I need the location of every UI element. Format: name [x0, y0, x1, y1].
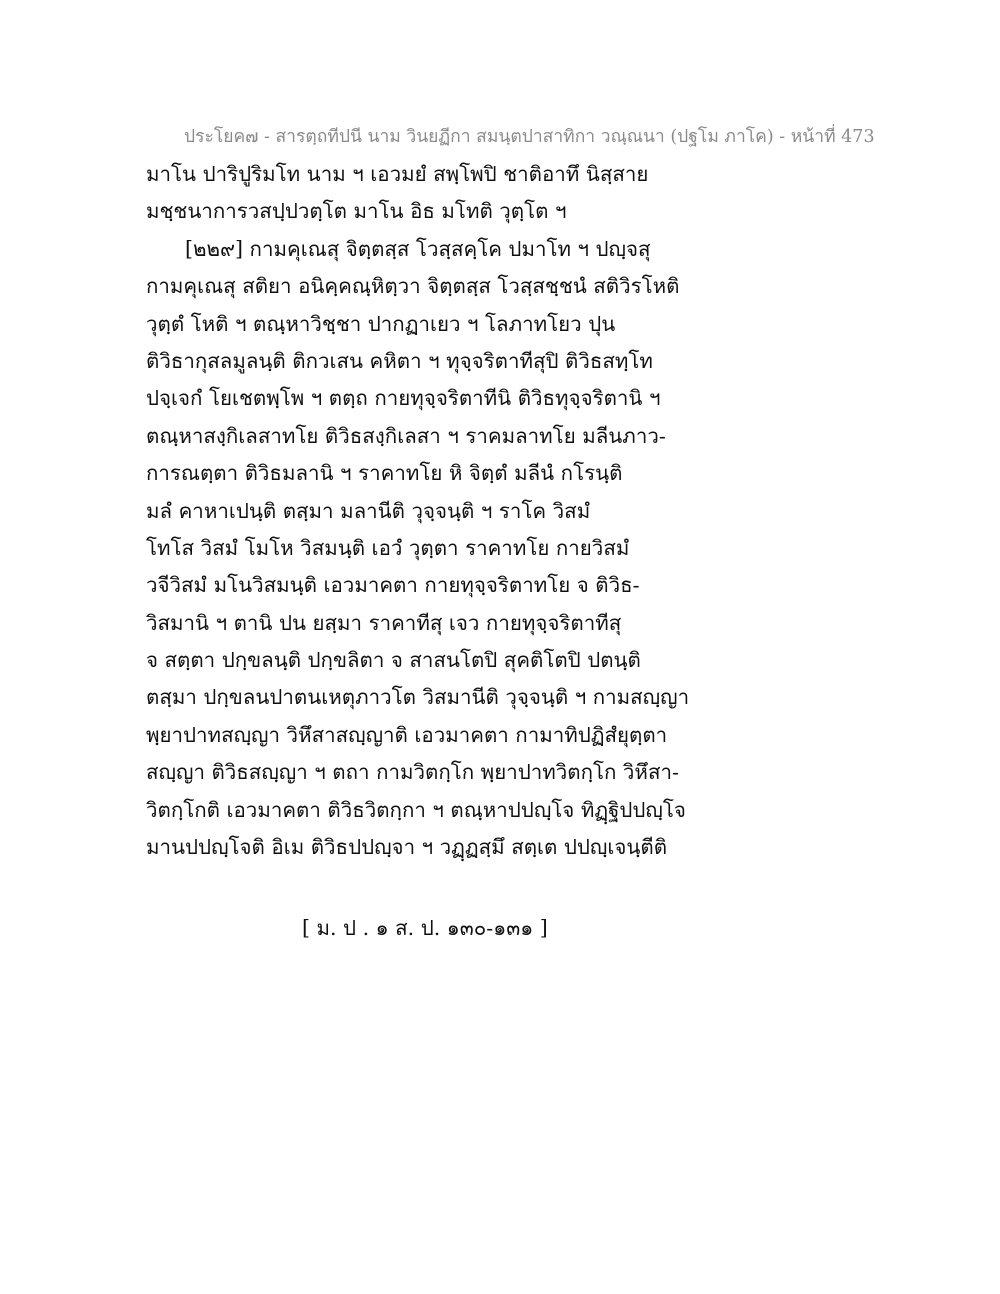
citation-reference: [ ม. ป . ๑ ส. ป. ๑๓๐-๑๓๑ ]	[302, 916, 548, 940]
text-line-16: พฺยาปาทสญฺญา วิหึสาสญฺญาติ เอวมาคตา กามาทิปฏิสํยุตฺตา	[146, 722, 668, 747]
text-line-11: โทโส วิสมํ โมโห วิสมนฺติ เอวํ วุตฺตา ราคาทโย กายวิสมํ	[146, 535, 630, 560]
text-line-2: มชฺชนาการวสปฺปวตฺโต มาโน อิธ มโทติ วุตฺโต ฯ	[146, 199, 567, 224]
text-line-18: วิตกฺโกติ เอวมาคตา ติวิธวิตกฺกา ฯ ตณฺหาปปญฺโจ ทิฏฺฐิปปญฺโจ	[146, 797, 686, 822]
body-text	[146, 156, 846, 866]
text-line-13: วิสมานิ ฯ ตานิ ปน ยสฺมา ราคาทีสุ เจว กายทุจฺจริตาทีสุ	[146, 610, 622, 635]
page-header: ประโยค๗ - สารตฺถทีปนี นาม วินยฏีกา สมนฺตปาสาทิกา วณฺณนา (ปฐโม ภาโค) - หน้าที่ 473	[184, 127, 875, 147]
text-line-14: จ สตฺตา ปกฺขลนฺติ ปกฺขลิตา จ สาสนโตปิ สุคติโตปิ ปตนฺติ	[146, 648, 641, 673]
text-line-12: วจีวิสมํ มโนวิสมนฺติ เอวมาคตา กายทุจฺจริตาทโย จ ติวิธ-	[146, 573, 640, 598]
text-line-4: กามคุเณสุ สติยา อนิคฺคณฺหิตฺวา จิตฺตสฺส โวสฺสชฺชนํ สติวิรโหติ	[146, 274, 680, 299]
text-line-3: [๒๒๙] กามคุเณสุ จิตฺตสฺส โวสฺสคฺโค ปมาโท ฯ ปญฺจสุ	[185, 236, 651, 261]
text-line-7: ปจฺเจกํ โยเชตพฺโพ ฯ ตตฺถ กายทุจฺจริตาทีนิ ติวิธทุจฺจริตานิ ฯ	[146, 386, 661, 411]
text-line-1: มาโน ปาริปูริมโท นาม ฯ เอวมยํ สพฺโพปิ ชาติอาทึ นิสฺสาย	[146, 162, 649, 186]
text-line-15: ตสฺมา ปกฺขลนปาตนเหตุภาวโต วิสมานีติ วุจฺจนฺติ ฯ กามสญฺญา	[146, 685, 690, 710]
text-line-17: สญฺญา ติวิธสญฺญา ฯ ตถา กามวิตกฺโก พฺยาปาทวิตกฺโก วิหึสา-	[146, 760, 679, 785]
text-line-19: มานปปญฺโจติ อิเม ติวิธปปญฺจา ฯ วฏฺฏสฺมึ สตฺเต ปปญฺเจนฺตีติ	[146, 835, 668, 860]
text-line-10: มลํ คาหาเปนฺติ ตสฺมา มลานีติ วุจฺจนฺติ ฯ ราโค วิสมํ	[146, 498, 591, 523]
text-line-5: วุตฺตํ โหติ ฯ ตณฺหาวิชฺชา ปากฏาเยว ฯ โลภาทโยว ปุน	[146, 311, 616, 336]
text-line-6: ติวิธากุสลมูลนฺติ ติกวเสน คหิตา ฯ ทุจฺจริตาทีสุปิ ติวิธสทฺโท	[146, 348, 653, 373]
text-line-8: ตณฺหาสงฺกิเลสาทโย ติวิธสงฺกิเลสา ฯ ราคมลาทโย มลีนภาว-	[146, 423, 666, 448]
text-line-9: การณตฺตา ติวิธมลานิ ฯ ราคาทโย หิ จิตฺตํ มลีนํ กโรนฺติ	[146, 461, 623, 486]
